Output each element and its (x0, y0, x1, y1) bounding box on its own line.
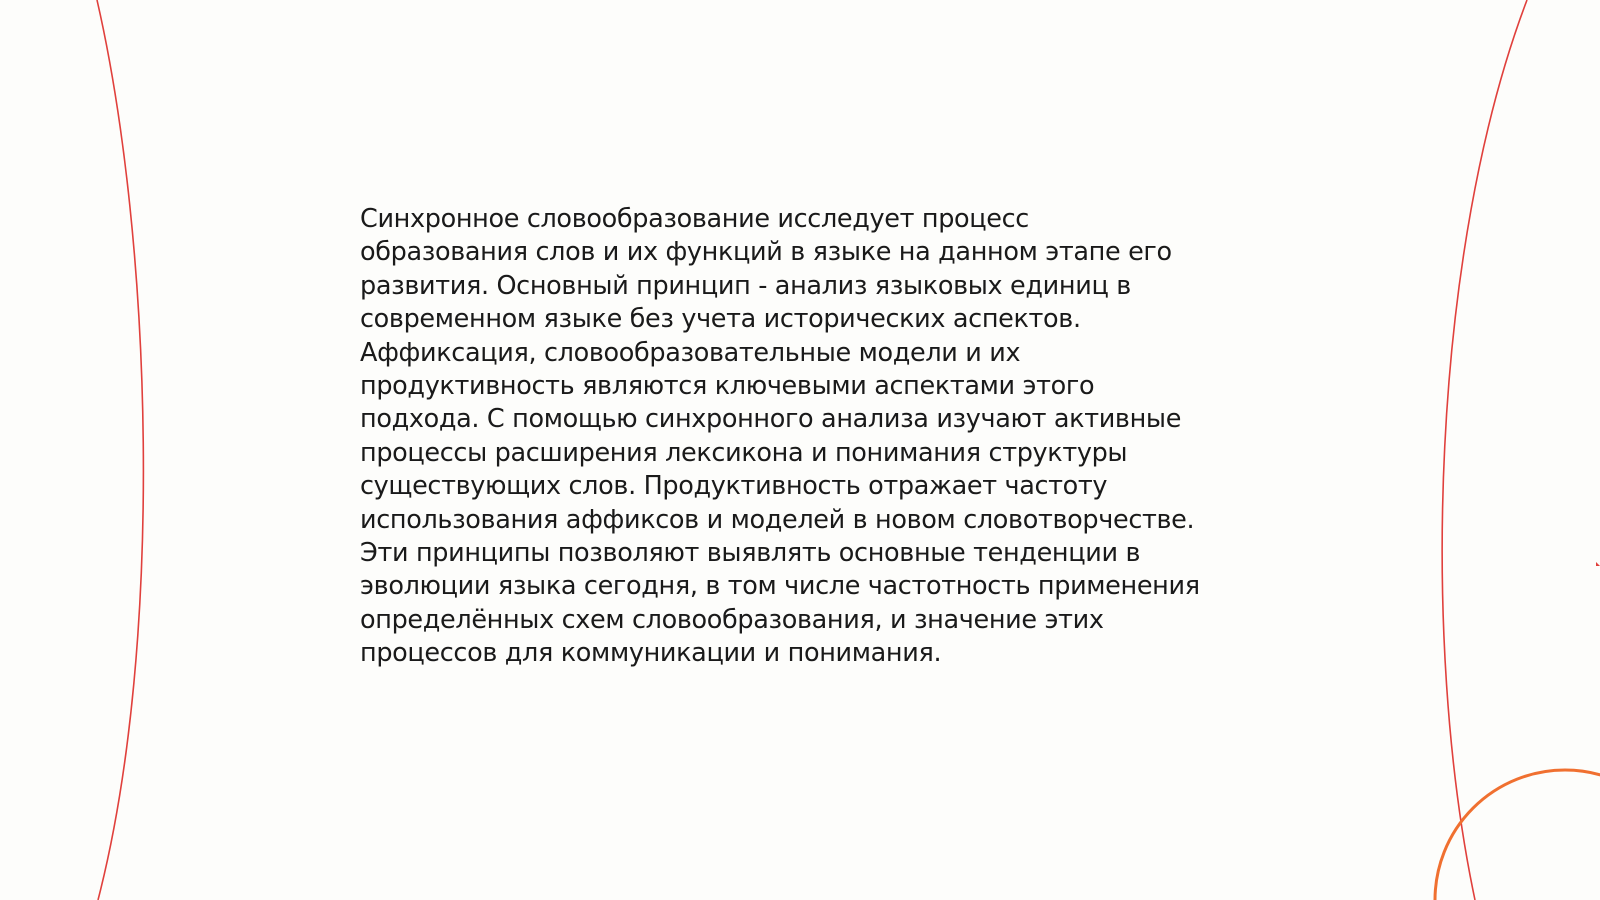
body-paragraph (360, 203, 1260, 671)
paragraph-line: Синхронное словообразование исследует процесс (360, 204, 1029, 234)
paragraph-line: Эти принципы позволяют выявлять основные тенденции в (360, 538, 1141, 569)
paragraph-line: образования слов и их функций в языке на данном этапе его (360, 237, 1172, 268)
paragraph-line: использования аффиксов и моделей в новом словотворчестве. (360, 504, 1195, 535)
paragraph-line: процессов для коммуникации и понимания. (360, 638, 942, 669)
paragraph-line: подхода. С помощью синхронного анализа изучают активные (360, 404, 1182, 435)
paragraph-line: эволюции языка сегодня, в том числе частотность применения (360, 571, 1200, 602)
paragraph-line: процессы расширения лексикона и понимания структуры (360, 437, 1128, 468)
paragraph-line: существующих слов. Продуктивность отражает частоту (360, 471, 1108, 502)
orange-circle-outline (1435, 770, 1600, 900)
paragraph-line: определённых схем словообразования, и значение этих (360, 604, 1104, 635)
paragraph-line: современном языке без учета исторических аспектов. (360, 304, 1081, 335)
right-arc-line (1442, 0, 1527, 900)
paragraph-line: Аффиксация, словообразовательные модели и их (360, 337, 1021, 368)
paragraph-line: продуктивность являются ключевыми аспектами этого (360, 371, 1095, 402)
paragraph-line: развития. Основный принцип - анализ языковых единиц в (360, 270, 1131, 301)
small-arrow-mark (1596, 562, 1600, 566)
left-arc-line (97, 0, 143, 900)
